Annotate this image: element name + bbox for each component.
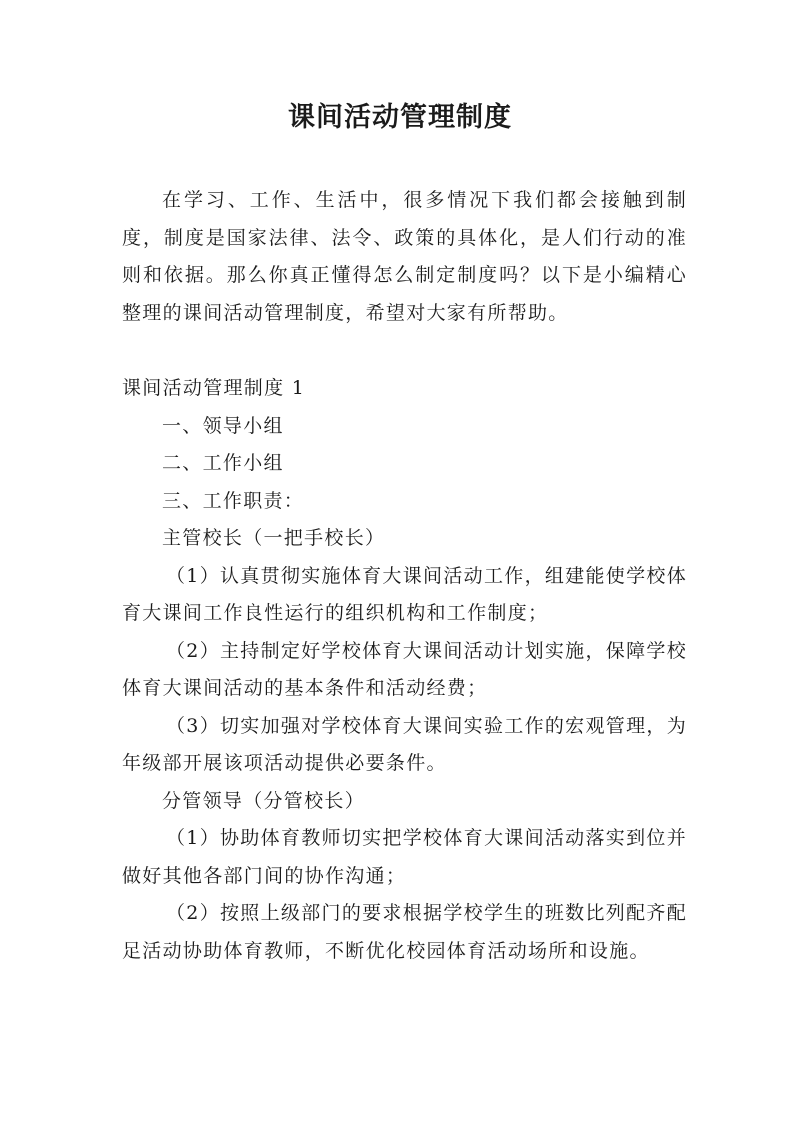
duty-item: （3）切实加强对学校体育大课间实验工作的宏观管理，为年级部开展该项活动提供必要条件。 xyxy=(122,714,687,774)
list-item-leadership-group: 一、领导小组 xyxy=(162,414,284,437)
list-item-working-group: 二、工作小组 xyxy=(162,452,284,474)
duty-item: （1）协助体育教师切实把学校体育大课间活动落实到位并做好其他各部门间的协作沟通； xyxy=(122,827,687,887)
section-heading: 课间活动管理制度 1 xyxy=(122,377,306,399)
duty-item: （2）按照上级部门的要求根据学校学生的班数比列配齐配足活动协助体育教师，不断优化校园体育活动场所和设施。 xyxy=(122,902,687,962)
duty-item: （1）认真贯彻实施体育大课间活动工作，组建能使学校体育大课间工作良性运行的组织机构和工作制度； xyxy=(122,564,687,624)
duty-item: （2）主持制定好学校体育大课间活动计划实施，保障学校体育大课间活动的基本条件和活动经费； xyxy=(122,639,687,699)
document-title: 课间活动管理制度 xyxy=(288,102,512,133)
list-item-responsibilities: 三、工作职责： xyxy=(162,489,305,512)
paragraph-gap xyxy=(122,332,687,370)
document-body xyxy=(122,182,687,970)
intro-paragraph: 在学习、工作、生活中，很多情况下我们都会接触到制度，制度是国家法律、法令、政策的具体化，是人们行动的准则和依据。那么你真正懂得怎么制定制度吗？以下是小编精心整理的课间活动管理制度，希望对大家有所帮助。 xyxy=(122,189,687,324)
subheading-vice-principal: 分管领导（分管校长） xyxy=(162,789,366,812)
subheading-principal: 主管校长（一把手校长） xyxy=(162,527,386,549)
